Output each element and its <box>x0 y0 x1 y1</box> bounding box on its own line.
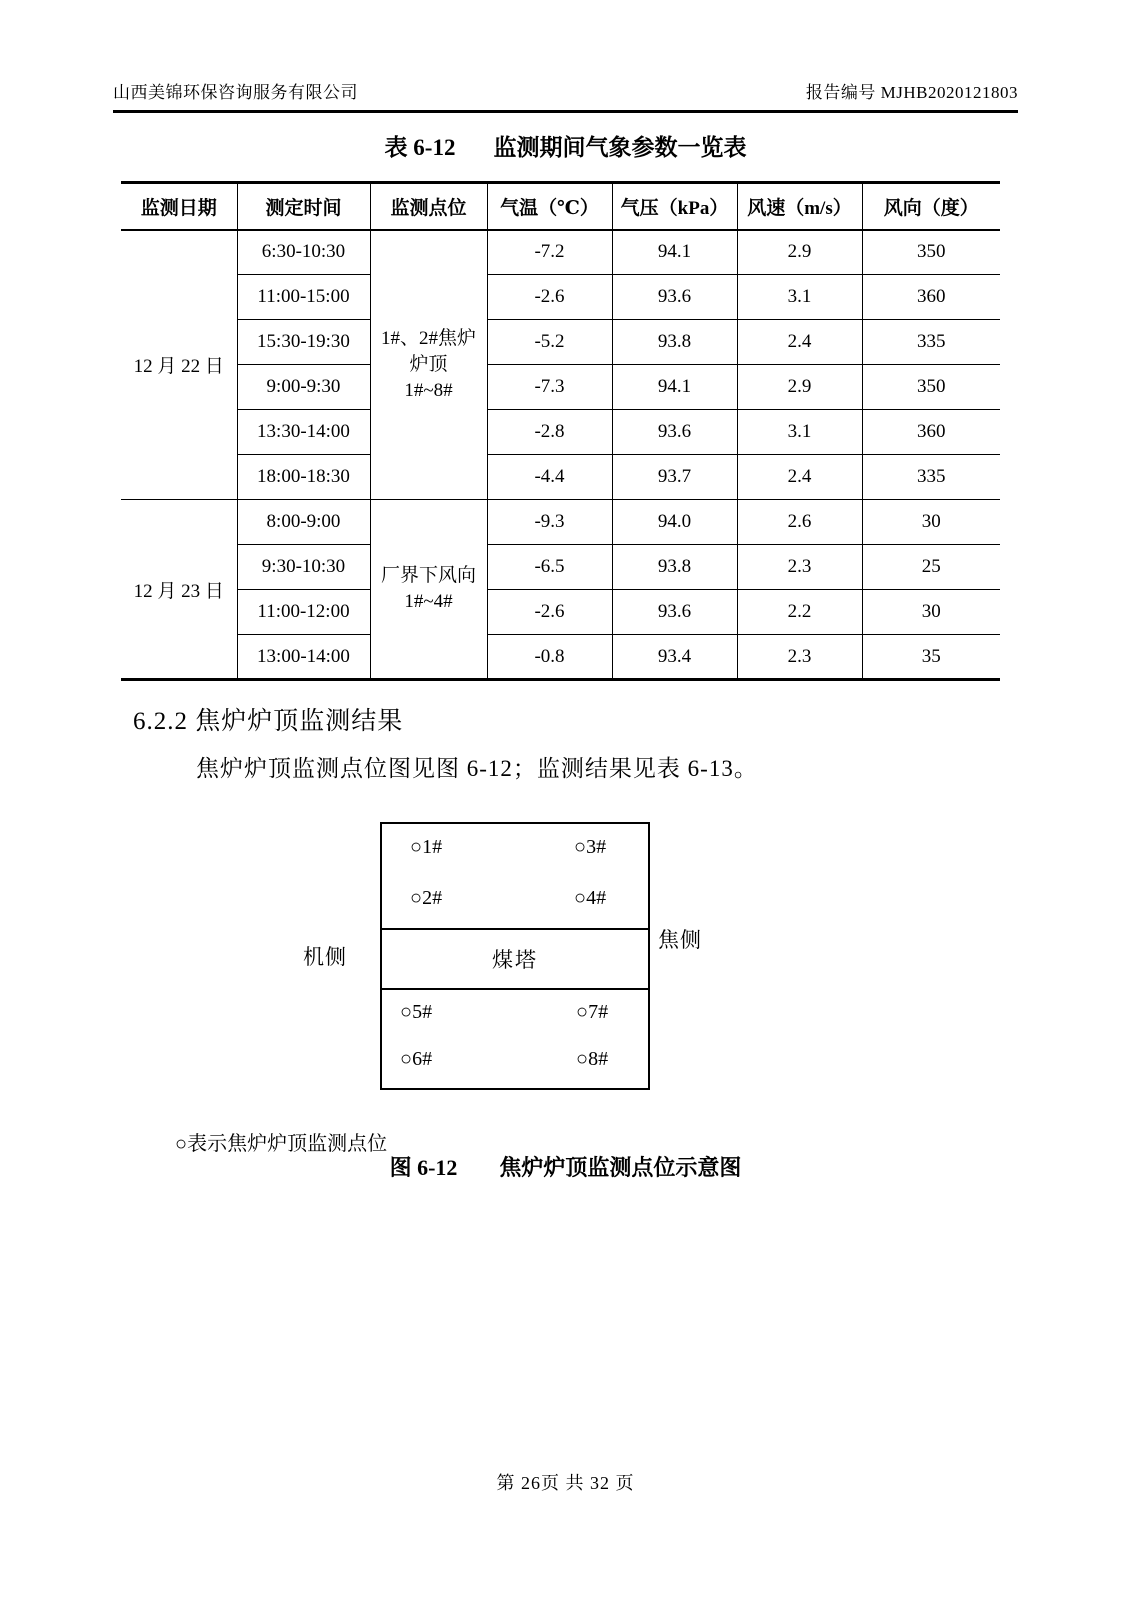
section-heading: 6.2.2 焦炉炉顶监测结果 <box>133 708 404 735</box>
diagram-top-section <box>382 824 648 930</box>
header-rule <box>113 110 1018 113</box>
time-cell: 18:00-18:30 <box>237 455 370 500</box>
column-header-wind-direction: 风向（度） <box>862 183 1000 230</box>
table-caption-label: 表 6-12 <box>384 135 456 160</box>
location-line: 厂界下风向 <box>380 565 476 587</box>
coal-tower-band <box>382 930 648 990</box>
table-row <box>121 455 1000 500</box>
wind-dir-cell: 35 <box>862 635 1000 680</box>
column-header-temperature: 气温（℃） <box>487 183 612 230</box>
table-row <box>121 410 1000 455</box>
column-header-pressure: 气压（kPa） <box>612 183 737 230</box>
wind-speed-cell: 2.2 <box>737 590 862 635</box>
wind-dir-cell: 335 <box>862 455 1000 500</box>
wind-dir-cell: 350 <box>862 230 1000 275</box>
temp-cell: -0.8 <box>487 635 612 680</box>
monitor-point-6: ○6# <box>400 1048 433 1070</box>
pressure-cell: 93.6 <box>612 275 737 320</box>
machine-side-label: 机侧 <box>303 945 347 969</box>
wind-speed-cell: 2.6 <box>737 500 862 545</box>
column-header-location: 监测点位 <box>370 183 487 230</box>
table-row <box>121 275 1000 320</box>
figure-legend: ○表示焦炉炉顶监测点位 <box>175 1133 388 1155</box>
table-row <box>121 320 1000 365</box>
temp-cell: -2.8 <box>487 410 612 455</box>
body-paragraph: 焦炉炉顶监测点位图见图 6-12；监测结果见表 6-13。 <box>196 756 758 781</box>
temp-cell: -7.3 <box>487 365 612 410</box>
temp-cell: -9.3 <box>487 500 612 545</box>
wind-speed-cell: 2.9 <box>737 230 862 275</box>
figure-caption-label: 图 6-12 <box>389 1155 458 1180</box>
report-number: 报告编号 MJHB2020121803 <box>805 83 1018 102</box>
wind-dir-cell: 360 <box>862 410 1000 455</box>
coke-side-label: 焦侧 <box>658 928 702 952</box>
pressure-cell: 93.8 <box>612 320 737 365</box>
monitor-point-3: ○3# <box>574 836 607 858</box>
table-caption-title: 监测期间气象参数一览表 <box>493 135 747 160</box>
figure-caption-title: 焦炉炉顶监测点位示意图 <box>499 1155 742 1180</box>
table-caption <box>0 129 1131 162</box>
column-header-wind-speed: 风速（m/s） <box>737 183 862 230</box>
wind-speed-cell: 2.4 <box>737 320 862 365</box>
pressure-cell: 93.8 <box>612 545 737 590</box>
pressure-cell: 93.7 <box>612 455 737 500</box>
time-cell: 9:00-9:30 <box>237 365 370 410</box>
temp-cell: -2.6 <box>487 590 612 635</box>
diagram-bottom-section <box>382 990 648 1084</box>
time-cell: 13:00-14:00 <box>237 635 370 680</box>
time-cell: 15:30-19:30 <box>237 320 370 365</box>
time-cell: 9:30-10:30 <box>237 545 370 590</box>
weather-parameters-table <box>121 181 1000 681</box>
wind-dir-cell: 25 <box>862 545 1000 590</box>
location-cell <box>370 230 487 500</box>
location-cell <box>370 500 487 680</box>
table-row <box>121 545 1000 590</box>
page-number: 第 26页 共 32 页 <box>496 1473 635 1493</box>
figure-caption <box>0 1151 1131 1182</box>
monitor-point-5: ○5# <box>400 1001 433 1023</box>
wind-speed-cell: 2.9 <box>737 365 862 410</box>
time-cell: 6:30-10:30 <box>237 230 370 275</box>
table-header-row <box>121 183 1000 230</box>
wind-dir-cell: 335 <box>862 320 1000 365</box>
date-cell: 12 月 22 日 <box>121 230 237 500</box>
table-row <box>121 500 1000 545</box>
monitor-point-4: ○4# <box>574 887 607 909</box>
pressure-cell: 93.6 <box>612 590 737 635</box>
location-line: 1#~8# <box>404 379 453 401</box>
wind-speed-cell: 3.1 <box>737 275 862 320</box>
wind-dir-cell: 30 <box>862 590 1000 635</box>
company-name: 山西美锦环保咨询服务有限公司 <box>113 83 358 102</box>
table-row <box>121 230 1000 275</box>
pressure-cell: 94.0 <box>612 500 737 545</box>
temp-cell: -2.6 <box>487 275 612 320</box>
monitor-point-1: ○1# <box>410 836 443 858</box>
monitor-point-2: ○2# <box>410 887 443 909</box>
pressure-cell: 94.1 <box>612 230 737 275</box>
column-header-date: 监测日期 <box>121 183 237 230</box>
location-line: 1#、2#焦炉 <box>380 328 476 350</box>
temp-cell: -4.4 <box>487 455 612 500</box>
time-cell: 13:30-14:00 <box>237 410 370 455</box>
location-line: 炉顶 <box>409 353 448 375</box>
page-header <box>113 78 1018 103</box>
pressure-cell: 94.1 <box>612 365 737 410</box>
wind-dir-cell: 350 <box>862 365 1000 410</box>
location-line: 1#~4# <box>404 591 453 612</box>
temp-cell: -6.5 <box>487 545 612 590</box>
table-row <box>121 365 1000 410</box>
coke-oven-top-diagram <box>380 822 650 1090</box>
column-header-time: 测定时间 <box>237 183 370 230</box>
table-row <box>121 590 1000 635</box>
coal-tower-label: 煤塔 <box>492 948 538 972</box>
temp-cell: -5.2 <box>487 320 612 365</box>
monitor-point-7: ○7# <box>576 1001 609 1023</box>
time-cell: 11:00-15:00 <box>237 275 370 320</box>
temp-cell: -7.2 <box>487 230 612 275</box>
time-cell: 11:00-12:00 <box>237 590 370 635</box>
table-row <box>121 635 1000 680</box>
time-cell: 8:00-9:00 <box>237 500 370 545</box>
pressure-cell: 93.6 <box>612 410 737 455</box>
wind-speed-cell: 3.1 <box>737 410 862 455</box>
wind-speed-cell: 2.4 <box>737 455 862 500</box>
wind-dir-cell: 360 <box>862 275 1000 320</box>
wind-speed-cell: 2.3 <box>737 545 862 590</box>
pressure-cell: 93.4 <box>612 635 737 680</box>
monitor-point-8: ○8# <box>576 1048 609 1070</box>
wind-speed-cell: 2.3 <box>737 635 862 680</box>
date-cell: 12 月 23 日 <box>121 500 237 680</box>
wind-dir-cell: 30 <box>862 500 1000 545</box>
